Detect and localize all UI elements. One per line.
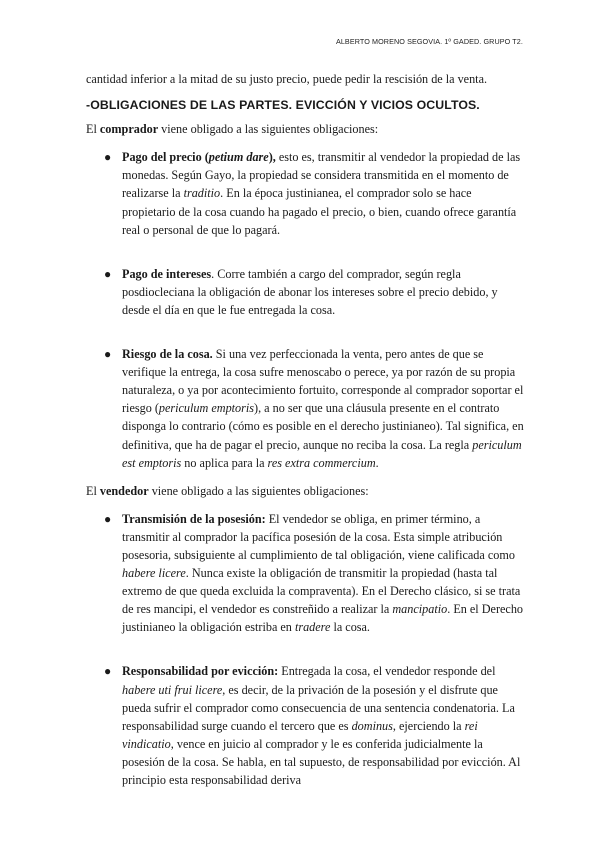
item-latin-term: tradere [294, 620, 331, 635]
item-latin-term: habere licere [122, 566, 186, 581]
document-body [86, 70, 526, 789]
item-latin-term: periculum est emptoris [122, 437, 522, 470]
bullet-icon: ● [104, 664, 112, 679]
item-title: Responsabilidad por evicción: [122, 664, 279, 679]
bullet-icon: ● [104, 347, 112, 362]
item-text: , vence en juicio al comprador y le es conferida judicialmente la posesión de la cosa. Se habla, en tal supuesto, de responsabilidad por evicción. Al principio esta responsabilidad deriva [122, 736, 521, 787]
item-latin-term: dominus [351, 718, 393, 733]
bullet-icon: ● [104, 266, 112, 281]
list-item-possession-transfer [86, 510, 526, 637]
buyer-intro-post: viene obligado a las siguientes obligaciones: [158, 122, 379, 137]
list-item-interest-payment [86, 265, 526, 319]
item-text: Entregada la cosa, el vendedor responde del [278, 664, 496, 679]
item-text: esto es, transmitir al vendedor la propiedad de las monedas. Según Gayo, la propiedad se considera transmitida en el momento de realizarse la [122, 150, 521, 201]
item-title: Riesgo de la cosa. [122, 347, 213, 362]
item-title-end: ), [268, 150, 276, 165]
item-text: ), a no ser que una cláusula presente en el contrato disponga lo contrario (cómo es posible en el derecho justinianeo). Tal significa, en definitiva, que ha de pagar el precio, aunque no reciba la cosa. La regla [122, 401, 524, 452]
seller-intro [86, 482, 526, 500]
seller-intro-bold: vendedor [99, 483, 149, 498]
buyer-intro [86, 120, 526, 138]
item-text: . Corre también a cargo del comprador, según regla posdiocleciana la obligación de abonar los intereses sobre el precio debido, y desde el día en que le fue entregada la cosa. [122, 266, 498, 317]
item-latin-term: rei vindicatio [122, 718, 478, 751]
list-item-eviction-liability [86, 662, 526, 789]
item-title: Transmisión de la posesión: [122, 511, 266, 526]
buyer-intro-pre: El [86, 122, 100, 137]
buyer-obligations-list [86, 148, 526, 471]
seller-intro-pre: El [86, 483, 100, 498]
item-text: . Nunca existe la obligación de transmitir la propiedad (hasta tal extremo de que queda excluida la compraventa). En el Derecho clásico, si se trata de res mancipi, el vendedor es constreñido a realizar la [122, 566, 521, 617]
seller-intro-post: viene obligado a las siguientes obligaciones: [148, 483, 369, 498]
item-text: no aplica para la [181, 455, 268, 470]
item-latin-term: res extra commercium [267, 455, 376, 470]
item-text: . En el Derecho justinianeo la obligación estriba en [122, 602, 524, 635]
list-item-risk [86, 345, 526, 472]
page-header: ALBERTO MORENO SEGOVIA. 1º GADED. GRUPO T2. [335, 37, 523, 46]
buyer-intro-bold: comprador [99, 122, 159, 137]
item-text: El vendedor se obliga, en primer término, a transmitir al comprador la pacífica posesión de la cosa. Esta simple atribución posesoria, subsiguiente al cumplimiento de tal obligación, viene calificada como [122, 511, 515, 562]
section-heading: -OBLIGACIONES DE LAS PARTES. EVICCIÓN Y VICIOS OCULTOS. [86, 98, 480, 113]
seller-obligations-list [86, 510, 526, 789]
bullet-icon: ● [104, 150, 112, 165]
item-latin-term: mancipatio [392, 602, 448, 617]
item-title: Pago de intereses [122, 266, 212, 281]
item-title: Pago del precio ( [122, 150, 209, 165]
item-text: , es decir, de la privación de la posesión y el disfrute que pueda sufrir el comprador como consecuencia de una sentencia condenatoria. La responsabilidad surge cuando el tercero que es [122, 682, 515, 733]
item-title-latin: petium dare [208, 150, 269, 165]
item-text: , ejerciendo la [392, 718, 465, 733]
item-latin-term: periculum emptoris [158, 401, 255, 416]
item-text: . [375, 455, 379, 470]
item-latin-term: habere uti frui licere [122, 682, 223, 697]
item-latin-term: traditio [183, 186, 221, 201]
opening-paragraph: cantidad inferior a la mitad de su justo precio, puede pedir la rescisión de la venta. [86, 72, 488, 86]
item-text: Si una vez perfeccionada la venta, pero antes de que se verifique la entrega, la cosa sufre menoscabo o perece, ya por razón de su propia naturaleza, o ya por acontecimiento fortuito, corresponde al comprador soportar el riesgo ( [122, 347, 524, 416]
bullet-icon: ● [104, 511, 112, 526]
item-text: . En la época justinianea, el comprador solo se hace propietario de la cosa cuando ha pagado el precio, o bien, cuando ofrece garantía real o personal de que lo pagará. [122, 186, 517, 237]
list-item-price-payment [86, 148, 526, 238]
item-text: la cosa. [330, 620, 370, 635]
